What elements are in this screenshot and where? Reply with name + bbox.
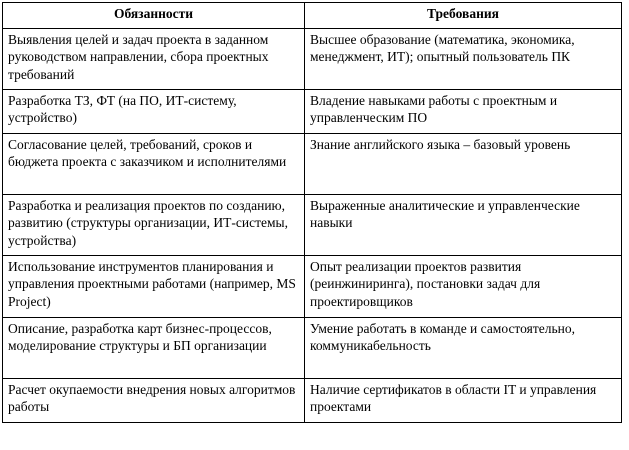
- table-row: [3, 195, 622, 256]
- duties-requirements-table-wrapper: [2, 2, 621, 423]
- requirement-cell: Умение работать в команде и самостоятельно, коммуникабельность: [305, 318, 622, 379]
- table-row: [3, 29, 622, 90]
- column-header-duties: Обязанности: [3, 3, 305, 29]
- duty-cell: Разработка и реализация проектов по созданию, развитию (структуры организации, ИТ-системы, устройства): [3, 195, 305, 256]
- table-row: [3, 256, 622, 318]
- duty-cell: Согласование целей, требований, сроков и бюджета проекта с заказчиком и исполнителями: [3, 134, 305, 195]
- table-row: [3, 379, 622, 423]
- table-row: [3, 134, 622, 195]
- requirement-cell: Высшее образование (математика, экономика, менеджмент, ИТ); опытный пользователь ПК: [305, 29, 622, 90]
- table-row: [3, 318, 622, 379]
- requirement-cell: Знание английского языка – базовый уровень: [305, 134, 622, 195]
- duty-cell: Описание, разработка карт бизнес-процессов, моделирование структуры и БП организации: [3, 318, 305, 379]
- duty-cell: Расчет окупаемости внедрения новых алгоритмов работы: [3, 379, 305, 423]
- duty-cell: Разработка ТЗ, ФТ (на ПО, ИТ-систему, устройство): [3, 90, 305, 134]
- duty-cell: Использование инструментов планирования и управления проектными работами (например, MS Project): [3, 256, 305, 318]
- column-header-requirements: Требования: [305, 3, 622, 29]
- duties-requirements-table: [2, 2, 622, 423]
- requirement-cell: Владение навыками работы с проектным и управленческим ПО: [305, 90, 622, 134]
- table-header-row: [3, 3, 622, 29]
- requirement-cell: Опыт реализации проектов развития (реинжиниринга), постановки задач для проектировщиков: [305, 256, 622, 318]
- table-row: [3, 90, 622, 134]
- duty-cell: Выявления целей и задач проекта в заданном руководством направлении, сбора проектных требований: [3, 29, 305, 90]
- requirement-cell: Выраженные аналитические и управленческие навыки: [305, 195, 622, 256]
- requirement-cell: Наличие сертификатов в области IT и управления проектами: [305, 379, 622, 423]
